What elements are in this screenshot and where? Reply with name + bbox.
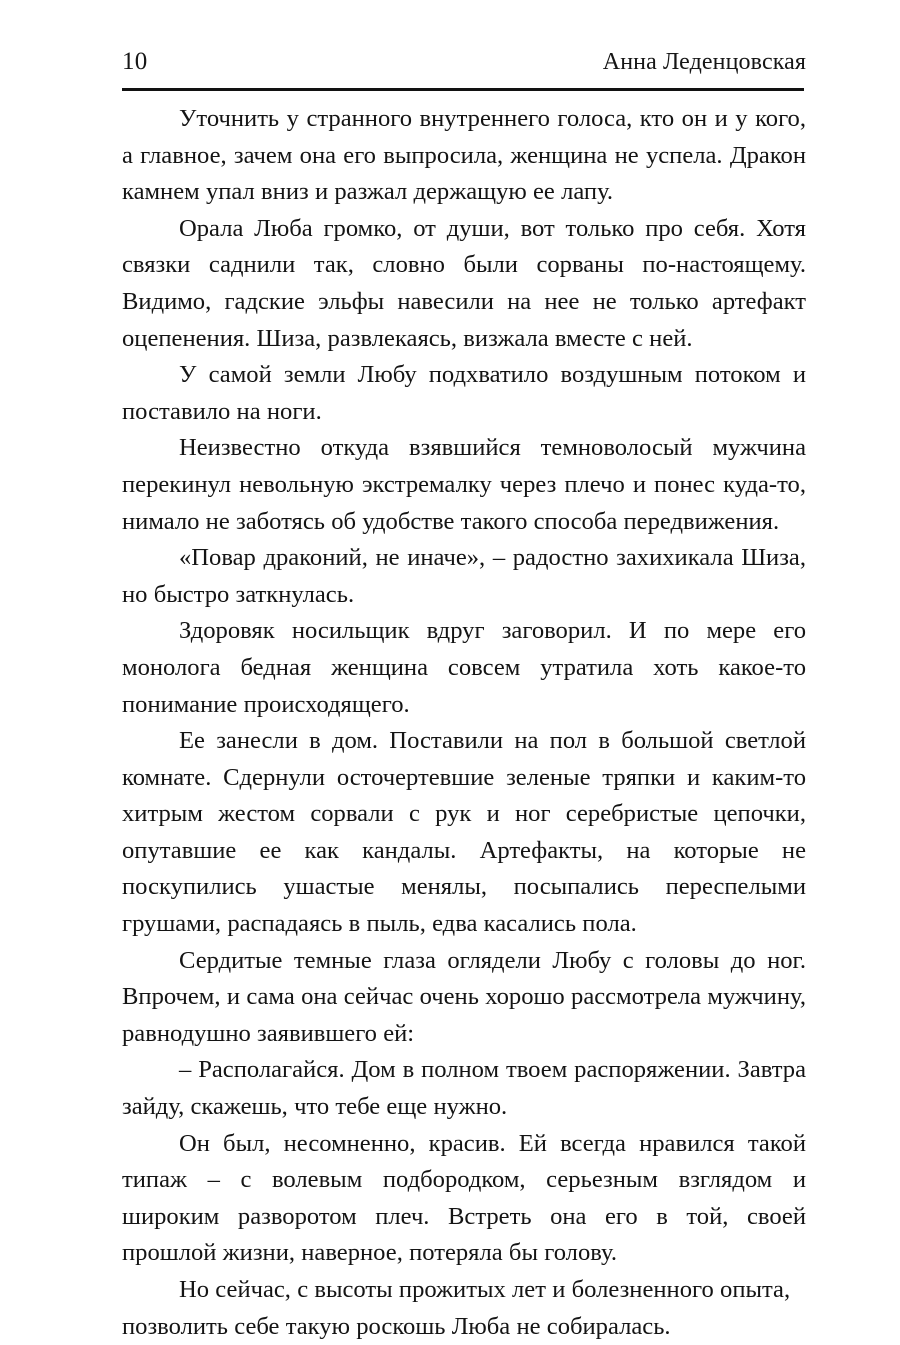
paragraph: Орала Люба громко, от души, вот только про себя. Хотя связки саднили так, словно были сорваны по-настоящему. Видимо, гадские эльфы навесили на нее не только артефакт оцепенения. Шиза, развлекаясь, визжала вместе с ней. [122,214,806,352]
author-name: Анна Леденцовская [602,49,806,75]
paragraph: Но сейчас, с высоты прожитых лет и болезненного опыта, позволить себе такую роскошь Люба не собиралась. [122,1276,791,1340]
paragraph: Уточнить у странного внутреннего голоса, кто он и у кого, а главное, зачем она его выпросила, женщина не успела. Дракон камнем упал вниз и разжал держащую ее лапу. [122,105,806,206]
paragraph: Он был, несомненно, красив. Ей всегда нравился такой типаж – с волевым подбородком, серьезным взглядом и широким разворотом плеч. Встреть она его в той, своей прошлой жизни, наверное, потеряла бы голову. [122,1129,806,1267]
running-head [122,49,806,83]
paragraph: Сердитые темные глаза оглядели Любу с головы до ног. Впрочем, и сама она сейчас очень хорошо рассмотрела мужчину, равнодушно заявившего ей: [122,946,806,1047]
body-text-block [122,101,806,1345]
paragraph: У самой земли Любу подхватило воздушным потоком и поставило на ноги. [122,361,806,425]
page-number: 10 [122,48,148,75]
paragraph: Здоровяк носильщик вдруг заговорил. И по мере его монолога бедная женщина совсем утратила хоть какое-то понимание происходящего. [122,617,806,718]
header-rule-divider [122,88,804,91]
paragraph: Неизвестно откуда взявшийся темноволосый мужчина перекинул невольную экстремалку через плечо и понес куда-то, нимало не заботясь об удобстве такого способа передвижения. [122,434,806,535]
paragraph: Ее занесли в дом. Поставили на пол в большой светлой комнате. Сдернули осточертевшие зеленые тряпки и каким-то хитрым жестом сорвали с рук и ног серебристые цепочки, опутавшие ее как кандалы. Артефакты, на которые не поскупились ушастые менялы, посыпались переспелыми грушами, распадаясь в пыль, едва касались пола. [122,727,806,938]
paragraph-dialogue: – Располагайся. Дом в полном твоем распоряжении. Завтра зайду, скажешь, что тебе еще нужно. [122,1056,806,1121]
paragraph: «Повар драконий, не иначе», – радостно захихикала Шиза, но быстро заткнулась. [122,544,806,608]
